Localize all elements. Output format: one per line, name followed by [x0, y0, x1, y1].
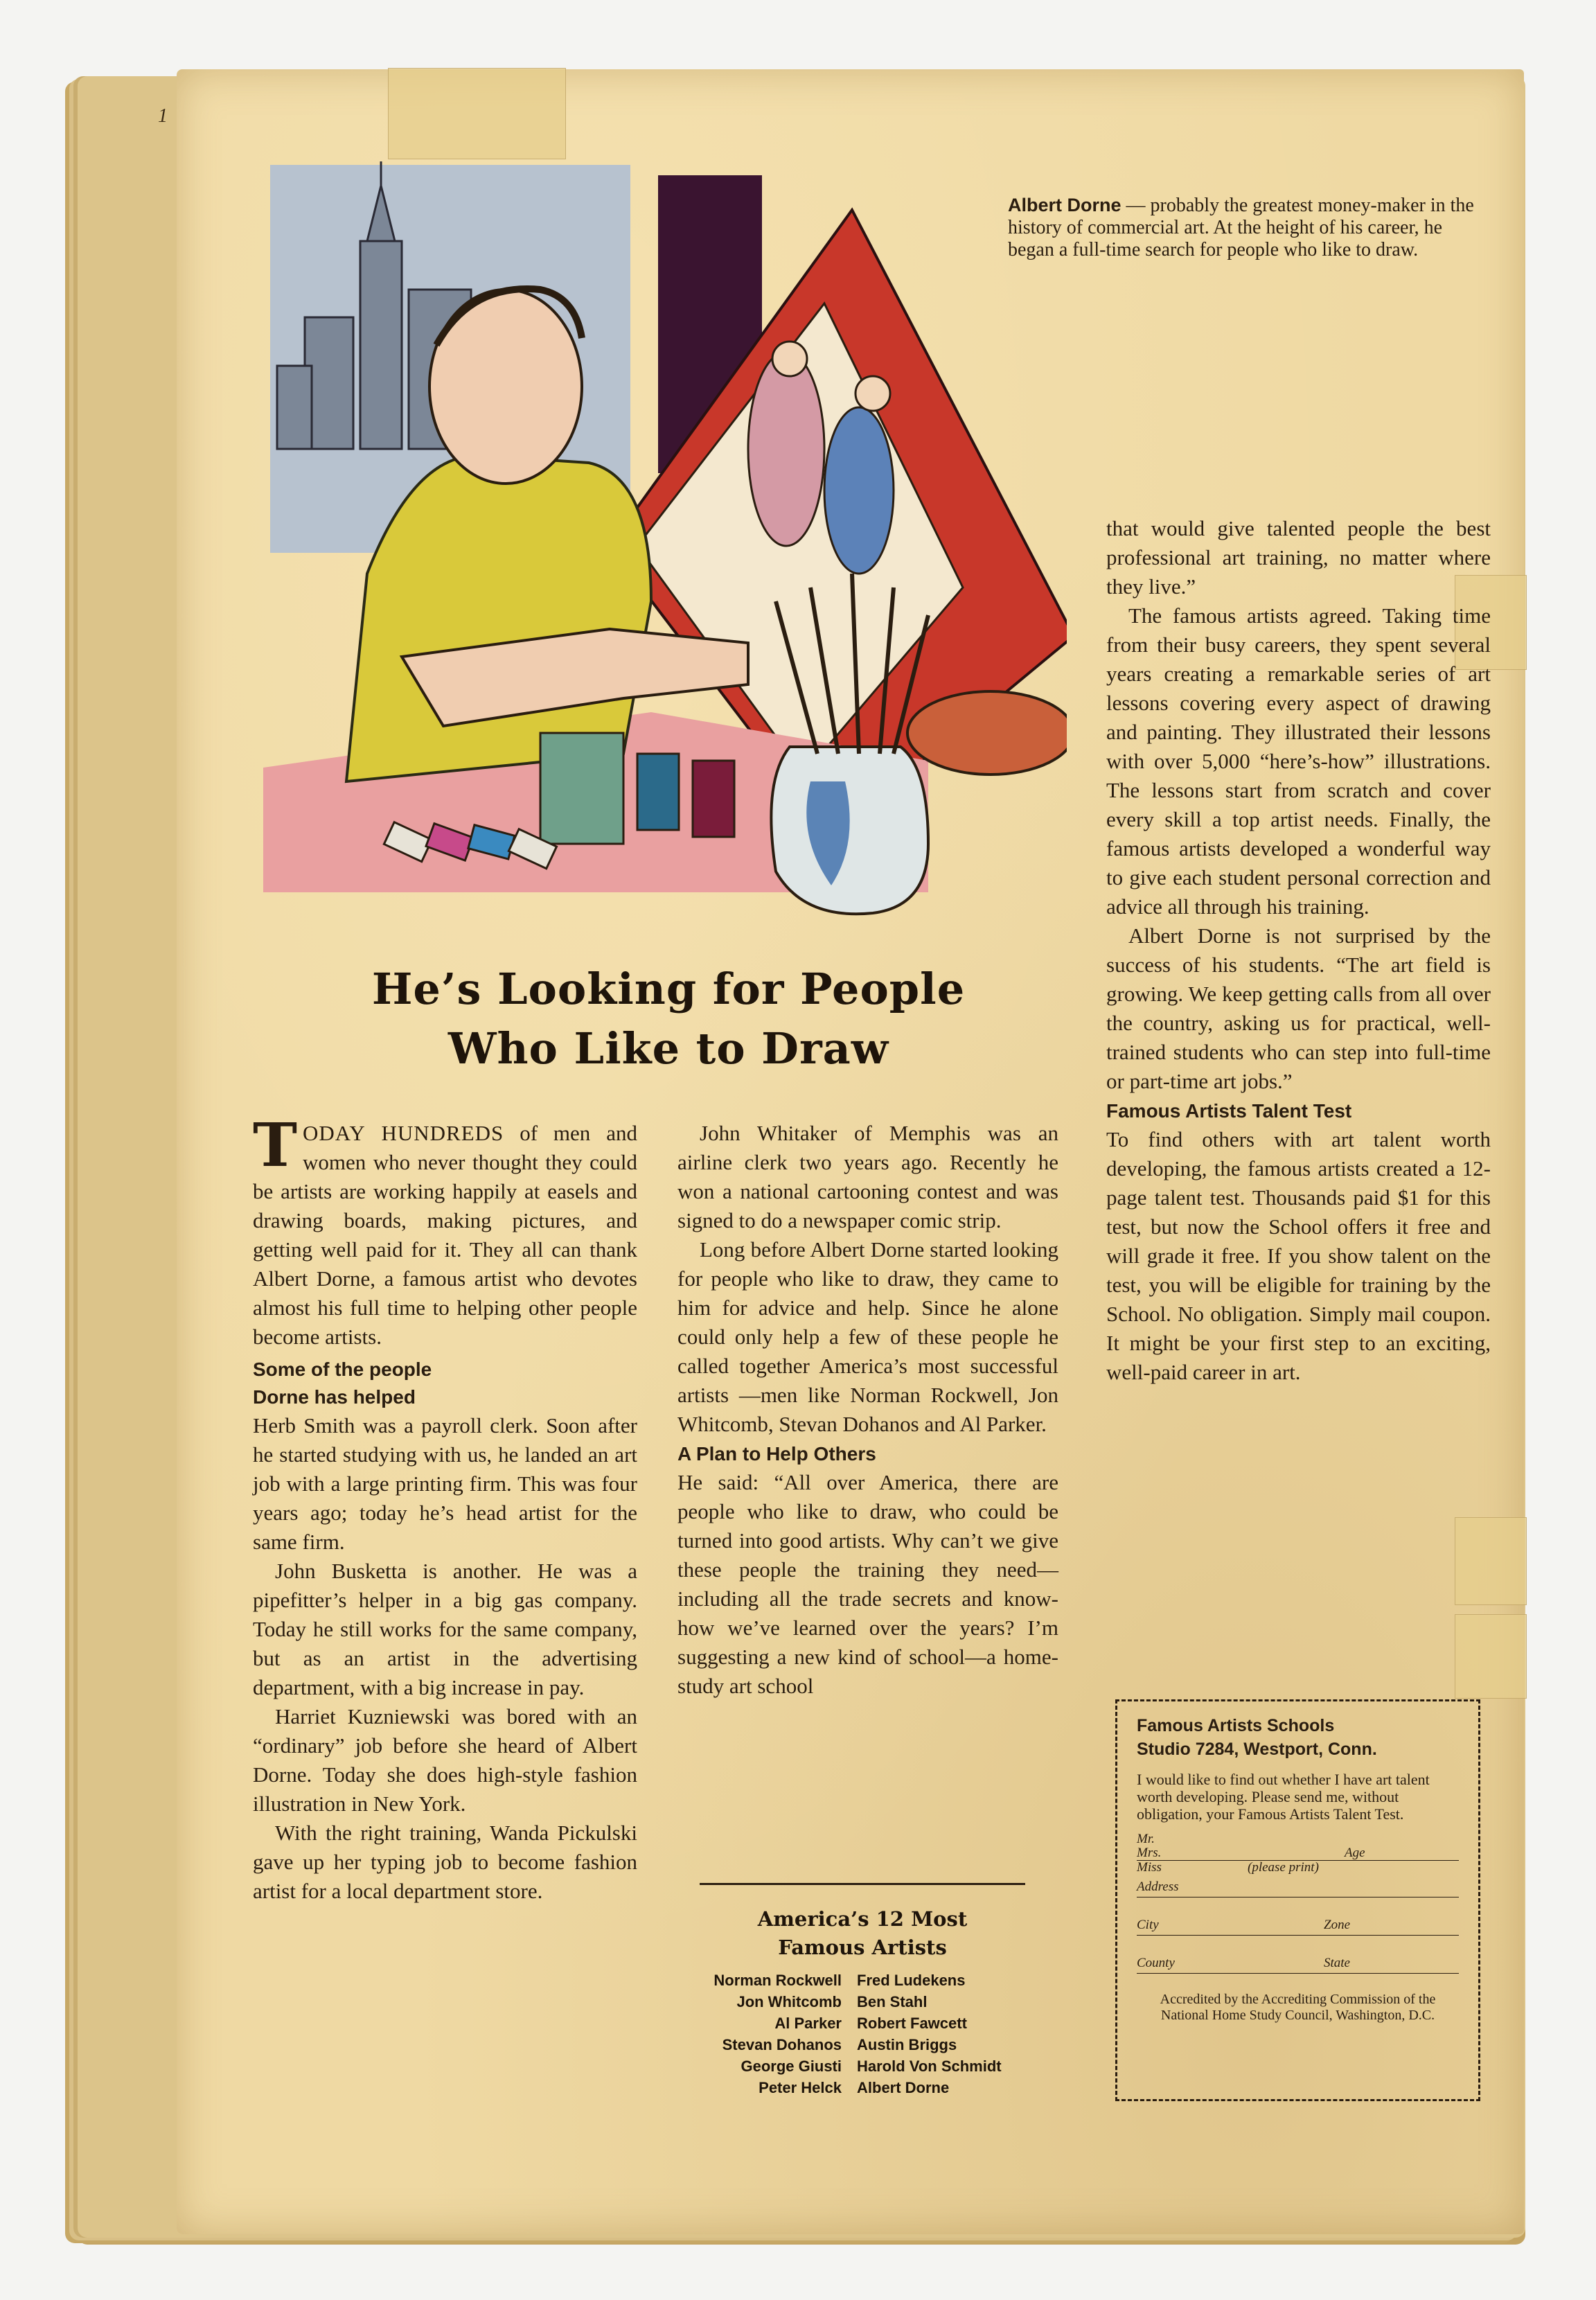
article-column-3 [1106, 514, 1491, 1387]
coupon-state-label: State [1324, 1956, 1350, 1970]
coupon-accreditation: Accredited by the Accrediting Commission of the National Home Study Council, Washington, D.C. [1160, 1992, 1436, 2023]
artist-illustration [263, 158, 1067, 944]
paint-bowl [907, 691, 1067, 775]
artist-row: Peter Helck Albert Dorne [759, 2079, 950, 2096]
paragraph-wanda: With the right training, Wanda Pickulski gave up her typing job to become fashion artist for a local department store. [253, 1821, 637, 1903]
coupon-body: I would like to find out whether I have art talent worth developing. Please send me, without obligation, your Famous Artists Talent Test. [1137, 1771, 1430, 1823]
section-heading-helped: Some of the people Dorne has helped [253, 1359, 432, 1408]
tape-top [388, 68, 566, 159]
paragraph-he-said: He said: “All over America, there are people who like to draw, who could be turned into good artists. Why can’t we give these people the training they need—including all the trade secrets and know-how we’ve learned over the years? I’m suggesting a new kind of school—a home-study art school [677, 1470, 1058, 1698]
coupon-miss-line: Miss (please print) [1137, 1860, 1319, 1875]
tape-right-middle [1455, 1517, 1527, 1605]
paragraph-harriet: Harriet Kuzniewski was bored with an “ordinary” job before she heard of Albert Dorne. Today she does high-style fashion illustration in New York. [253, 1704, 637, 1816]
intro-paragraph [253, 1111, 637, 1352]
coupon-city-field[interactable]: City Zone [1137, 1918, 1459, 1936]
artist-row: George Giusti Harold Von Schmidt [741, 2058, 1002, 2075]
page-number: 1 [158, 105, 168, 127]
section-heading-plan: A Plan to Help Others [677, 1443, 876, 1465]
divider-rule [700, 1883, 1025, 1885]
paragraph-find-others: To find others with art talent worth developing, the famous artists created a 12-page talent test. Thousands paid $1 for this test, but now the School offers it free and will grade it free. If you show talent on the test, you will be eligible for training by the School. No obligation. Simply mail coupon. It might be your first step to an exciting, well-paid career in art. [1106, 1127, 1491, 1384]
tape-right-lower [1455, 1614, 1527, 1699]
paragraph-artists-agreed: The famous artists agreed. Taking time from their busy careers, they spent several years creating a remarkable series of art lessons covering every aspect of drawing and painting. They illustrated their lessons with over 5,000 “here’s-how” illustrations. The lessons start from scratch and cover every skill a top artist needs. Finally, the famous artists developed a wonderful way to give each student personal correction and advice all through his training. [1106, 603, 1491, 919]
coupon-title-2: Studio 7284, Westport, Conn. [1137, 1740, 1377, 1759]
coupon-county-field[interactable]: County State [1137, 1956, 1459, 1974]
artist-row: Al Parker Robert Fawcett [774, 2015, 967, 2032]
brush-jar [771, 747, 928, 914]
coupon-mrs-line[interactable]: Mrs. Age [1137, 1846, 1459, 1861]
artists-title: America’s 12 Most Famous Artists [757, 1907, 968, 1959]
caption-name: Albert Dorne [1008, 195, 1121, 215]
paragraph-talented-people: that would give talented people the best professional art training, no matter where they live.” [1106, 516, 1491, 599]
coupon-age-label: Age [1345, 1846, 1365, 1860]
mail-coupon[interactable] [1115, 1699, 1480, 2101]
illustration-caption [1008, 194, 1479, 261]
coupon-mr: Mr. [1137, 1832, 1155, 1846]
coupon-title-1: Famous Artists Schools [1137, 1716, 1335, 1735]
intro-smallcaps: ODAY HUNDREDS [303, 1121, 504, 1145]
coupon-name-block [1137, 1832, 1459, 1875]
headline-line2: Who Like to Draw [447, 1023, 889, 1074]
coupon-zone-label: Zone [1324, 1918, 1350, 1932]
article-column-2 [677, 1119, 1058, 1701]
coupon-please-print: (please print) [1248, 1860, 1319, 1875]
article-column-1 [253, 1111, 637, 1906]
coupon-address-field[interactable]: Address [1137, 1880, 1459, 1897]
paragraph-john-whitaker: John Whitaker of Memphis was an airline clerk two years ago. Recently he won a national cartooning contest and was signed to do a newspaper comic strip. [677, 1121, 1058, 1232]
artist-row: Jon Whitcomb Ben Stahl [736, 1993, 928, 2010]
artist-row: Norman Rockwell Fred Ludekens [713, 1972, 966, 1989]
paragraph-john-busketta: John Busketta is another. He was a pipefitter’s helper in a big gas company. Today he still works for the same company, but as an artist in the advertising department, with a big increase in pay. [253, 1559, 637, 1699]
intro-text: of men and women who never thought they could be artists are working happily at easels and drawing boards, making pictures, and getting well paid for it. They all can thank Albert Dorne, a famous artist who devotes almost his full time to helping other people become artists. [253, 1121, 637, 1349]
paragraph-herb-smith: Herb Smith was a payroll clerk. Soon after he started studying with us, he landed an art job with a large printing firm. This was four years ago; today he’s head artist for the same firm. [253, 1413, 637, 1554]
paragraph-not-surprised: Albert Dorne is not surprised by the success of his students. “The art field is growing. We keep getting calls from all over the country, asking us for practical, well-trained students who can step into full-time or part-time art jobs.” [1106, 923, 1491, 1093]
drop-cap: T [253, 1111, 297, 1180]
artist-row: Stevan Dohanos Austin Briggs [722, 2036, 957, 2053]
section-heading-talent-test: Famous Artists Talent Test [1106, 1100, 1352, 1122]
caption-text: — probably the greatest money-maker in the history of commercial art. At the height of his career, he began a full-time search for people who like to draw. [1008, 195, 1474, 260]
headline [249, 959, 1088, 1079]
artists-list [665, 1970, 1067, 2098]
paragraph-long-before: Long before Albert Dorne started looking for people who like to draw, they came to him for advice and help. Since he alone could only help a few of these people he called together America’s most successful artists —men like Norman Rockwell, Jon Whitcomb, Stevan Dohanos and Al Parker. [677, 1237, 1058, 1436]
headline-line1: He’s Looking for People [371, 964, 966, 1014]
